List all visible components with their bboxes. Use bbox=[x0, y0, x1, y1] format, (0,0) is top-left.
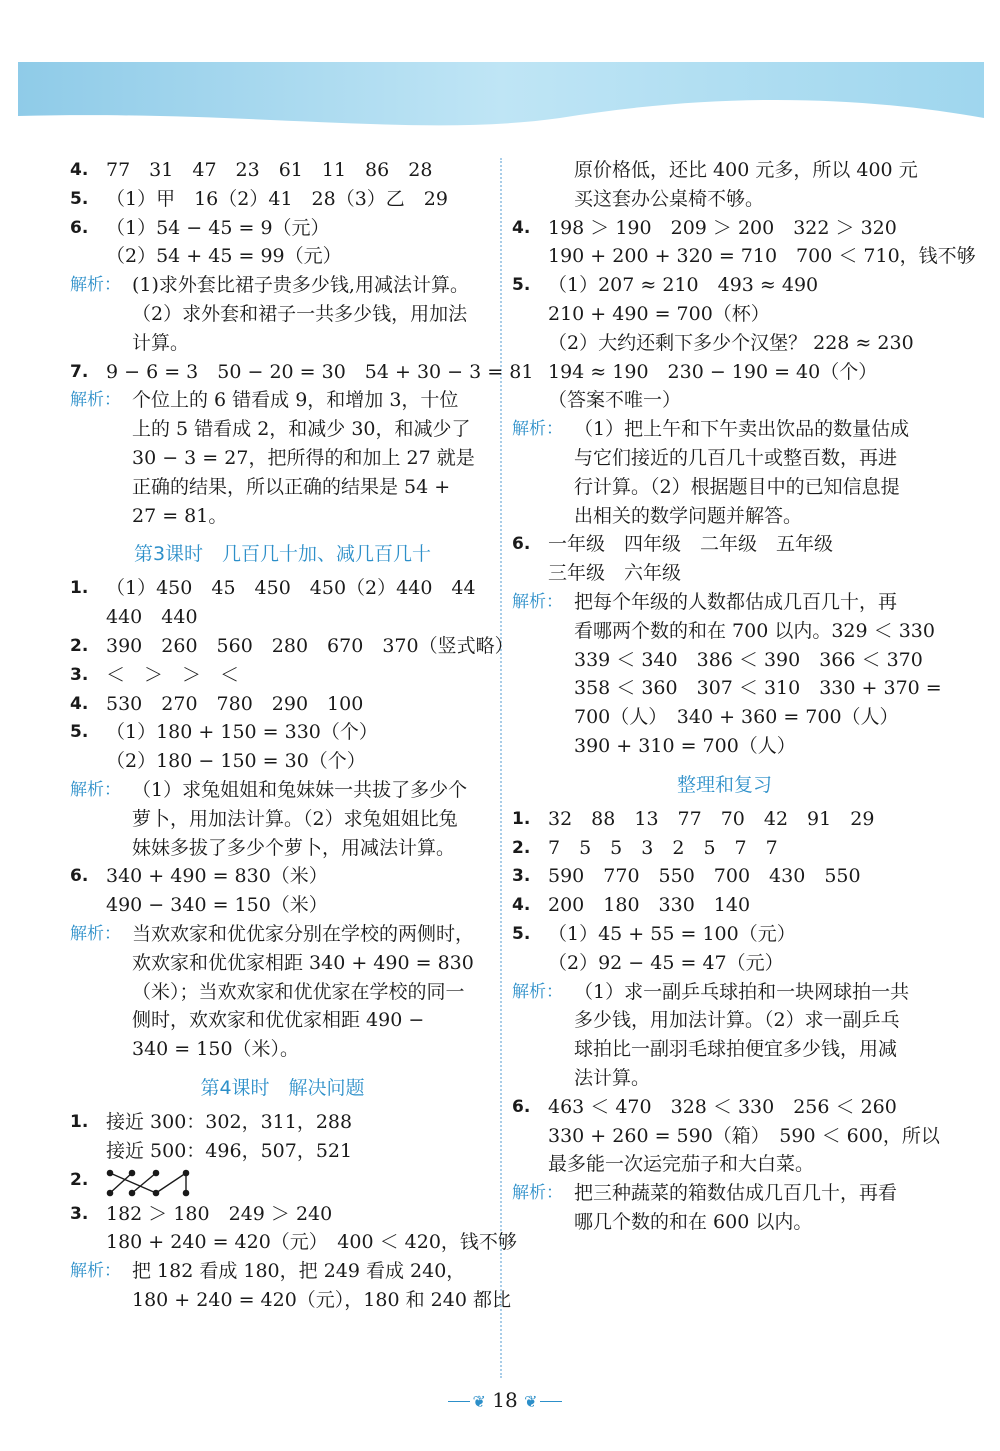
line-text: （1）54 − 45 = 9（元） bbox=[106, 216, 330, 239]
answer-line bbox=[512, 386, 937, 415]
analysis-label: 解析： bbox=[70, 390, 121, 411]
line-text: （2）大约还剩下多少个汉堡？ 228 ≈ 230 bbox=[548, 331, 914, 354]
answer-line bbox=[512, 242, 976, 271]
line-text: 哪几个数的和在 600 以内。 bbox=[574, 1210, 813, 1233]
answer-line bbox=[70, 358, 534, 387]
item-number: 6. bbox=[512, 1096, 531, 1117]
line-text: （2）180 − 150 = 30（个） bbox=[106, 750, 366, 773]
line-text: 正确的结果，所以正确的结果是 54 + bbox=[132, 475, 451, 498]
line-text: 与它们接近的几百几十或整百数，再进 bbox=[574, 446, 898, 469]
answer-line bbox=[70, 690, 495, 719]
analysis-label: 解析： bbox=[512, 591, 563, 612]
line-text: 339 ＜ 340 386 ＜ 390 366 ＜ 370 bbox=[574, 648, 923, 671]
footer-rule-right bbox=[540, 1401, 562, 1402]
line-text: 27 = 81。 bbox=[132, 504, 228, 527]
answer-line bbox=[70, 718, 495, 747]
line-text: 接近 500：496，507，521 bbox=[106, 1139, 353, 1162]
analysis-label: 解析： bbox=[512, 981, 563, 1002]
answer-line bbox=[70, 603, 495, 632]
answer-line bbox=[70, 1200, 495, 1229]
line-text: （答案不唯一） bbox=[548, 389, 682, 412]
analysis-line bbox=[512, 674, 942, 703]
line-text: 77 31 47 23 61 11 86 28 bbox=[106, 159, 433, 181]
answer-line bbox=[512, 1150, 937, 1179]
line-text: （2）54 + 45 = 99（元） bbox=[106, 245, 342, 268]
answer-line bbox=[512, 891, 937, 920]
analysis-line bbox=[512, 415, 937, 444]
analysis-label: 解析： bbox=[70, 1261, 121, 1282]
analysis-line bbox=[70, 415, 495, 444]
analysis-line bbox=[70, 271, 495, 300]
answer-line bbox=[512, 329, 937, 358]
item-number: 5. bbox=[70, 722, 89, 743]
line-text: ＜ ＞ ＞ ＜ bbox=[106, 663, 240, 686]
analysis-line bbox=[512, 473, 937, 502]
header-wave-graphic bbox=[0, 0, 1000, 130]
answer-line bbox=[512, 156, 937, 185]
line-text: (1)求外套比裙子贵多少钱,用减法计算。 bbox=[132, 274, 469, 297]
matching-lines-diagram bbox=[106, 1168, 196, 1198]
column-divider bbox=[500, 158, 502, 1378]
line-text: 210 + 490 = 700（杯） bbox=[548, 302, 770, 325]
answer-line bbox=[512, 185, 937, 214]
item-number: 4. bbox=[512, 895, 531, 916]
line-text: 妹妹多拔了多少个萝卜，用减法计算。 bbox=[132, 836, 456, 859]
item-number: 1. bbox=[70, 578, 89, 599]
line-text: （1）450 45 450 450（2）440 44 bbox=[106, 577, 476, 600]
line-text: （1）207 ≈ 210 493 ≈ 490 bbox=[548, 274, 819, 297]
item-number: 3. bbox=[70, 664, 89, 685]
item-number: 2. bbox=[70, 635, 89, 656]
line-text: 182 ＞ 180 249 ＞ 240 bbox=[106, 1202, 333, 1225]
analysis-label: 解析： bbox=[70, 779, 121, 800]
answer-line bbox=[512, 214, 937, 243]
answer-line bbox=[70, 242, 495, 271]
line-text: 看哪两个数的和在 700 以内。329 ＜ 330 bbox=[574, 619, 935, 642]
answer-line bbox=[70, 1166, 495, 1200]
line-text: 原价格低，还比 400 元多，所以 400 元 bbox=[574, 159, 918, 181]
answer-line bbox=[512, 300, 937, 329]
line-text: （1）45 + 55 = 100（元） bbox=[548, 922, 796, 945]
section-heading: 第3课时 几百几十加、减几百几十 bbox=[133, 543, 432, 566]
answer-line bbox=[512, 559, 937, 588]
answer-line bbox=[70, 862, 495, 891]
analysis-line bbox=[70, 776, 495, 805]
line-text: 490 − 340 = 150（米） bbox=[106, 894, 328, 917]
answer-line bbox=[512, 358, 937, 387]
item-number: 4. bbox=[70, 160, 89, 180]
line-text: 当欢欢家和优优家分别在学校的两侧时， bbox=[132, 922, 475, 945]
analysis-line bbox=[512, 502, 937, 531]
line-text: 接近 300：302，311，288 bbox=[106, 1110, 353, 1133]
analysis-line bbox=[70, 978, 495, 1007]
analysis-line bbox=[512, 1035, 937, 1064]
line-text: （1）把上午和下午卖出饮品的数量估成 bbox=[574, 418, 910, 441]
leaf-icon: ❦ bbox=[472, 1392, 486, 1411]
answer-line bbox=[70, 1137, 495, 1166]
line-text: 个位上的 6 错看成 9，和增加 3，十位 bbox=[132, 389, 459, 412]
analysis-line bbox=[512, 1006, 937, 1035]
line-text: 390 + 310 = 700（人） bbox=[574, 734, 796, 757]
analysis-line bbox=[70, 1035, 495, 1064]
item-number: 7. bbox=[70, 361, 89, 382]
item-number: 6. bbox=[70, 217, 89, 238]
page-number: 18 bbox=[492, 1388, 518, 1412]
item-number: 3. bbox=[512, 866, 531, 887]
line-text: 463 ＜ 470 328 ＜ 330 256 ＜ 260 bbox=[548, 1095, 897, 1118]
analysis-line bbox=[70, 1286, 511, 1315]
answer-line bbox=[70, 661, 495, 690]
line-text: 多少钱，用加法计算。（2）求一副乒乓 bbox=[574, 1009, 900, 1032]
item-number: 3. bbox=[70, 1203, 89, 1224]
line-text: 出相关的数学问题并解答。 bbox=[574, 504, 803, 527]
line-text: 340 = 150（米）。 bbox=[132, 1038, 300, 1061]
answer-line bbox=[70, 214, 495, 243]
line-text: （1）甲 16（2）41 28（3）乙 29 bbox=[106, 187, 448, 210]
answer-line bbox=[512, 805, 937, 834]
answer-line bbox=[70, 156, 495, 185]
item-number: 6. bbox=[512, 534, 531, 555]
analysis-label: 解析： bbox=[512, 1183, 563, 1204]
line-text: 180 + 240 = 420（元），180 和 240 都比 bbox=[132, 1288, 511, 1311]
item-number: 4. bbox=[512, 217, 531, 238]
answer-line bbox=[70, 185, 495, 214]
answer-line bbox=[512, 949, 937, 978]
line-text: 590 770 550 700 430 550 bbox=[548, 865, 861, 888]
line-text: 32 88 13 77 70 42 91 29 bbox=[548, 807, 875, 830]
answer-line bbox=[512, 271, 937, 300]
line-text: （1）求兔姐姐和兔妹妹一共拔了多少个 bbox=[132, 778, 468, 801]
line-text: 把每个年级的人数都估成几百几十，再 bbox=[574, 590, 898, 613]
footer-rule-left bbox=[448, 1401, 470, 1402]
analysis-line bbox=[512, 703, 937, 732]
analysis-line bbox=[512, 617, 937, 646]
line-text: 计算。 bbox=[132, 331, 190, 354]
analysis-line bbox=[70, 444, 495, 473]
left-column bbox=[70, 156, 534, 1315]
answer-line bbox=[70, 891, 495, 920]
header-decoration bbox=[0, 0, 1000, 130]
analysis-line bbox=[512, 1208, 937, 1237]
line-text: 三年级 六年级 bbox=[548, 562, 682, 585]
answer-line bbox=[70, 574, 495, 603]
answer-line bbox=[512, 1093, 937, 1122]
answer-line bbox=[512, 862, 937, 891]
section-heading: 第4课时 解决问题 bbox=[200, 1076, 365, 1099]
analysis-line bbox=[70, 920, 495, 949]
analysis-line bbox=[512, 732, 937, 761]
line-text: 358 ＜ 360 307 ＜ 310 330 + 370 = bbox=[574, 677, 942, 700]
line-text: （1）求一副乒乓球拍和一块网球拍一共 bbox=[574, 980, 910, 1003]
leaf-icon: ❦ bbox=[524, 1392, 538, 1411]
line-text: 最多能一次运完茄子和大白菜。 bbox=[548, 1153, 815, 1176]
analysis-line bbox=[70, 502, 495, 531]
line-text: 530 270 780 290 100 bbox=[106, 692, 364, 715]
line-text: 7 5 5 3 2 5 7 7 bbox=[548, 836, 778, 859]
line-text: 行计算。（2）根据题目中的已知信息提 bbox=[574, 475, 900, 498]
answer-line bbox=[70, 1108, 495, 1137]
analysis-line bbox=[70, 386, 495, 415]
analysis-line bbox=[512, 978, 937, 1007]
item-number: 2. bbox=[70, 1169, 89, 1190]
line-text: 30 − 3 = 27，把所得的和加上 27 就是 bbox=[132, 446, 475, 469]
item-number: 1. bbox=[70, 1111, 89, 1132]
analysis-line bbox=[512, 1179, 937, 1208]
answer-line bbox=[70, 1228, 517, 1257]
line-text: （米）；当欢欢家和优优家在学校的同一 bbox=[132, 980, 465, 1003]
analysis-label: 解析： bbox=[70, 275, 121, 296]
line-text: （1）180 + 150 = 330（个） bbox=[106, 721, 378, 744]
line-text: 390 260 560 280 670 370（竖式略） bbox=[106, 634, 514, 657]
answer-line bbox=[512, 530, 937, 559]
item-number: 5. bbox=[512, 275, 531, 296]
analysis-line bbox=[70, 1006, 495, 1035]
analysis-label: 解析： bbox=[70, 923, 121, 944]
line-text: 侧时，欢欢家和优优家相距 490 − bbox=[132, 1009, 425, 1032]
analysis-line bbox=[512, 444, 937, 473]
line-text: 330 + 260 = 590（箱） 590 ＜ 600，所以 bbox=[548, 1124, 940, 1147]
line-text: 198 ＞ 190 209 ＞ 200 322 ＞ 320 bbox=[548, 216, 897, 239]
line-text: 194 ≈ 190 230 − 190 = 40（个） bbox=[548, 360, 878, 383]
item-number: 5. bbox=[70, 188, 89, 209]
answer-line bbox=[70, 747, 495, 776]
page-footer bbox=[430, 1380, 580, 1420]
analysis-line bbox=[70, 473, 495, 502]
line-text: 欢欢家和优优家相距 340 + 490 = 830 bbox=[132, 951, 474, 974]
line-text: 上的 5 错看成 2，和减少 30，和减少了 bbox=[132, 418, 471, 441]
line-text: （2）求外套和裙子一共多少钱，用加法 bbox=[132, 302, 468, 325]
line-text: 把 182 看成 180，把 249 看成 240， bbox=[132, 1260, 466, 1283]
line-text: 9 − 6 = 3 50 − 20 = 30 54 + 30 − 3 = 81 bbox=[106, 360, 534, 383]
answer-line bbox=[512, 834, 937, 863]
line-text: 190 + 200 + 320 = 710 700 ＜ 710，钱不够 bbox=[548, 245, 976, 268]
analysis-line bbox=[70, 300, 495, 329]
answer-line bbox=[70, 632, 514, 661]
analysis-line bbox=[70, 329, 495, 358]
right-column bbox=[512, 156, 976, 1237]
answer-line bbox=[512, 1122, 940, 1151]
analysis-line bbox=[512, 646, 937, 675]
item-number: 5. bbox=[512, 923, 531, 944]
line-text: 一年级 四年级 二年级 五年级 bbox=[548, 533, 834, 556]
analysis-line bbox=[70, 805, 495, 834]
line-text: 200 180 330 140 bbox=[548, 894, 751, 917]
line-text: （2）92 − 45 = 47（元） bbox=[548, 951, 784, 974]
analysis-line bbox=[512, 588, 937, 617]
answer-line bbox=[512, 920, 937, 949]
analysis-line bbox=[70, 1257, 495, 1286]
item-number: 2. bbox=[512, 837, 531, 858]
analysis-line bbox=[512, 1064, 937, 1093]
line-text: 把三种蔬菜的箱数估成几百几十，再看 bbox=[574, 1182, 898, 1205]
analysis-line bbox=[70, 834, 495, 863]
line-text: 180 + 240 = 420（元） 400 ＜ 420，钱不够 bbox=[106, 1231, 517, 1254]
item-number: 6. bbox=[70, 866, 89, 887]
line-text: 球拍比一副羽毛球拍便宜多少钱，用减 bbox=[574, 1038, 898, 1061]
line-text: 340 + 490 = 830（米） bbox=[106, 865, 328, 888]
line-text: 买这套办公桌椅不够。 bbox=[574, 187, 765, 210]
line-text: 440 440 bbox=[106, 606, 198, 629]
analysis-label: 解析： bbox=[512, 419, 563, 440]
line-text: 法计算。 bbox=[574, 1066, 651, 1089]
section-heading: 整理和复习 bbox=[676, 773, 772, 796]
analysis-line bbox=[70, 949, 495, 978]
line-text: 700（人） 340 + 360 = 700（人） bbox=[574, 706, 899, 729]
item-number: 4. bbox=[70, 693, 89, 714]
item-number: 1. bbox=[512, 808, 531, 829]
line-text: 萝卜，用加法计算。（2）求兔姐姐比兔 bbox=[132, 807, 458, 830]
